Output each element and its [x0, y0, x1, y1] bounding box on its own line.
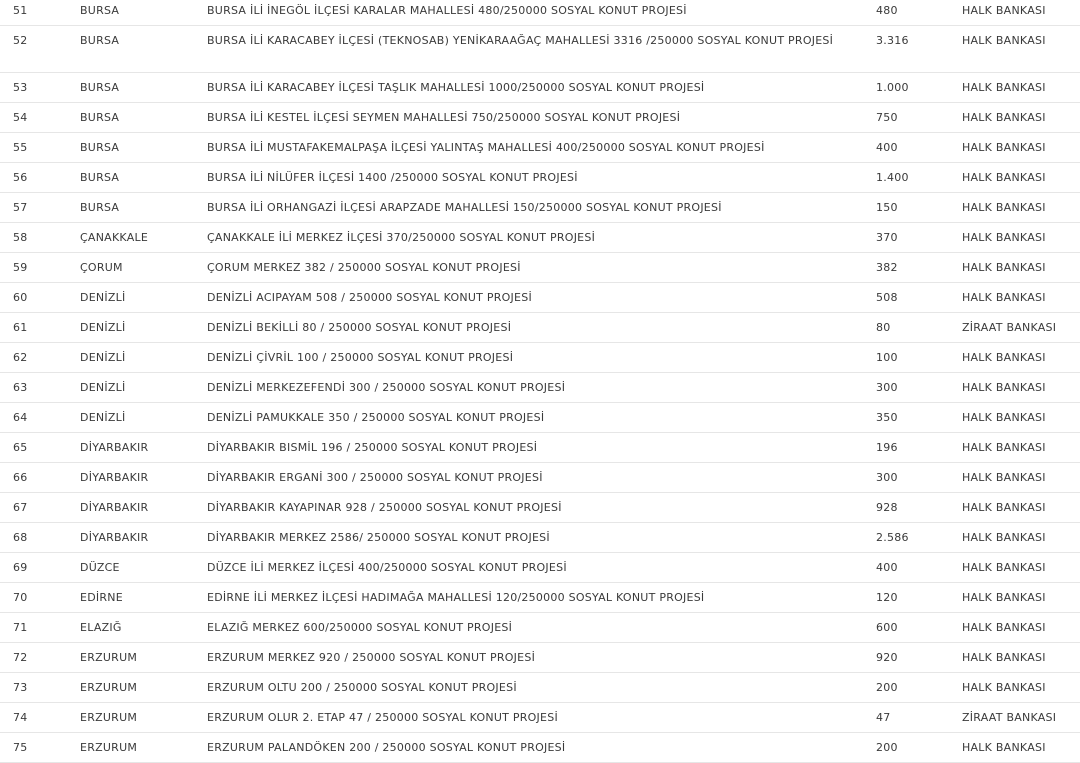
project-cell: BURSA İLİ KARACABEY İLÇESİ (TEKNOSAB) YENİKARAAĞAÇ MAHALLESİ 3316 /250000 SOSYAL KONUT PROJESİ	[207, 34, 834, 47]
project-cell: DENİZLİ BEKİLLİ 80 / 250000 SOSYAL KONUT PROJESİ	[207, 321, 512, 334]
row-number: 70	[13, 591, 28, 604]
row-number: 56	[13, 171, 28, 184]
project-cell: BURSA İLİ İNEGÖL İLÇESİ KARALAR MAHALLESİ 480/250000 SOSYAL KONUT PROJESİ	[207, 4, 687, 17]
table-row	[0, 26, 1080, 73]
table-row	[0, 703, 1080, 733]
city-cell: BURSA	[80, 171, 120, 184]
row-number: 62	[13, 351, 28, 364]
table-row	[0, 193, 1080, 223]
project-cell: ELAZIĞ MERKEZ 600/250000 SOSYAL KONUT PROJESİ	[207, 621, 513, 634]
row-number: 60	[13, 291, 28, 304]
quantity-cell: 47	[876, 711, 891, 724]
row-number: 68	[13, 531, 28, 544]
table-row	[0, 493, 1080, 523]
bank-cell: HALK BANKASI	[962, 681, 1046, 694]
table-row	[0, 733, 1080, 763]
project-cell: DENİZLİ MERKEZEFENDİ 300 / 250000 SOSYAL KONUT PROJESİ	[207, 381, 566, 394]
quantity-cell: 1.400	[876, 171, 909, 184]
bank-cell: HALK BANKASI	[962, 411, 1046, 424]
project-cell: ERZURUM OLUR 2. ETAP 47 / 250000 SOSYAL KONUT PROJESİ	[207, 711, 558, 724]
city-cell: ERZURUM	[80, 681, 138, 694]
row-number: 63	[13, 381, 28, 394]
quantity-cell: 300	[876, 381, 898, 394]
project-cell: BURSA İLİ NİLÜFER İLÇESİ 1400 /250000 SOSYAL KONUT PROJESİ	[207, 171, 578, 184]
quantity-cell: 100	[876, 351, 898, 364]
city-cell: ELAZIĞ	[80, 621, 122, 634]
project-cell: DİYARBAKIR KAYAPINAR 928 / 250000 SOSYAL KONUT PROJESİ	[207, 501, 562, 514]
quantity-cell: 300	[876, 471, 898, 484]
project-cell: BURSA İLİ ORHANGAZİ İLÇESİ ARAPZADE MAHALLESİ 150/250000 SOSYAL KONUT PROJESİ	[207, 201, 722, 214]
quantity-cell: 400	[876, 141, 898, 154]
row-number: 57	[13, 201, 28, 214]
row-number: 61	[13, 321, 28, 334]
city-cell: ERZURUM	[80, 711, 138, 724]
table-row	[0, 133, 1080, 163]
project-cell: EDİRNE İLİ MERKEZ İLÇESİ HADIMAĞA MAHALLESİ 120/250000 SOSYAL KONUT PROJESİ	[207, 591, 705, 604]
quantity-cell: 508	[876, 291, 898, 304]
city-cell: ERZURUM	[80, 651, 138, 664]
project-cell: ERZURUM MERKEZ 920 / 250000 SOSYAL KONUT PROJESİ	[207, 651, 536, 664]
bank-cell: HALK BANKASI	[962, 111, 1046, 124]
project-cell: DİYARBAKIR MERKEZ 2586/ 250000 SOSYAL KONUT PROJESİ	[207, 531, 550, 544]
quantity-cell: 1.000	[876, 81, 909, 94]
row-number: 58	[13, 231, 28, 244]
table-row	[0, 673, 1080, 703]
table-row	[0, 613, 1080, 643]
city-cell: DİYARBAKIR	[80, 501, 149, 514]
row-number: 69	[13, 561, 28, 574]
row-number: 51	[13, 4, 28, 17]
city-cell: DENİZLİ	[80, 351, 126, 364]
city-cell: DENİZLİ	[80, 381, 126, 394]
bank-cell: HALK BANKASI	[962, 291, 1046, 304]
city-cell: ÇANAKKALE	[80, 231, 149, 244]
city-cell: BURSA	[80, 4, 120, 17]
project-cell: ÇORUM MERKEZ 382 / 250000 SOSYAL KONUT PROJESİ	[207, 261, 521, 274]
project-cell: DİYARBAKIR BISMİL 196 / 250000 SOSYAL KONUT PROJESİ	[207, 441, 538, 454]
quantity-cell: 120	[876, 591, 898, 604]
bank-cell: HALK BANKASI	[962, 171, 1046, 184]
table-row	[0, 283, 1080, 313]
table-row	[0, 313, 1080, 343]
quantity-cell: 480	[876, 4, 898, 17]
quantity-cell: 928	[876, 501, 898, 514]
city-cell: EDİRNE	[80, 591, 123, 604]
bank-cell: HALK BANKASI	[962, 741, 1046, 754]
bank-cell: HALK BANKASI	[962, 34, 1046, 47]
bank-cell: HALK BANKASI	[962, 651, 1046, 664]
row-number: 52	[13, 34, 28, 47]
project-cell: BURSA İLİ KESTEL İLÇESİ SEYMEN MAHALLESİ 750/250000 SOSYAL KONUT PROJESİ	[207, 111, 681, 124]
quantity-cell: 920	[876, 651, 898, 664]
table-row	[0, 103, 1080, 133]
city-cell: BURSA	[80, 201, 120, 214]
project-cell: DÜZCE İLİ MERKEZ İLÇESİ 400/250000 SOSYAL KONUT PROJESİ	[207, 561, 567, 574]
row-number: 64	[13, 411, 28, 424]
bank-cell: HALK BANKASI	[962, 471, 1046, 484]
row-number: 74	[13, 711, 28, 724]
city-cell: DENİZLİ	[80, 411, 126, 424]
bank-cell: HALK BANKASI	[962, 561, 1046, 574]
project-cell: DENİZLİ ÇİVRİL 100 / 250000 SOSYAL KONUT PROJESİ	[207, 351, 514, 364]
project-cell: ERZURUM OLTU 200 / 250000 SOSYAL KONUT PROJESİ	[207, 681, 517, 694]
table-row	[0, 163, 1080, 193]
quantity-cell: 370	[876, 231, 898, 244]
row-number: 72	[13, 651, 28, 664]
table-row	[0, 373, 1080, 403]
city-cell: BURSA	[80, 111, 120, 124]
bank-cell: HALK BANKASI	[962, 231, 1046, 244]
bank-cell: HALK BANKASI	[962, 441, 1046, 454]
quantity-cell: 3.316	[876, 34, 909, 47]
row-number: 59	[13, 261, 28, 274]
bank-cell: HALK BANKASI	[962, 591, 1046, 604]
project-cell: BURSA İLİ KARACABEY İLÇESİ TAŞLIK MAHALLESİ 1000/250000 SOSYAL KONUT PROJESİ	[207, 81, 705, 94]
city-cell: DENİZLİ	[80, 321, 126, 334]
row-number: 75	[13, 741, 28, 754]
project-cell: DENİZLİ ACIPAYAM 508 / 250000 SOSYAL KONUT PROJESİ	[207, 291, 532, 304]
row-number: 71	[13, 621, 28, 634]
row-number: 73	[13, 681, 28, 694]
row-number: 53	[13, 81, 28, 94]
city-cell: ERZURUM	[80, 741, 138, 754]
row-number: 55	[13, 141, 28, 154]
quantity-cell: 350	[876, 411, 898, 424]
quantity-cell: 196	[876, 441, 898, 454]
quantity-cell: 200	[876, 681, 898, 694]
city-cell: BURSA	[80, 34, 120, 47]
bank-cell: HALK BANKASI	[962, 501, 1046, 514]
city-cell: DİYARBAKIR	[80, 441, 149, 454]
city-cell: ÇORUM	[80, 261, 123, 274]
row-number: 65	[13, 441, 28, 454]
bank-cell: ZİRAAT BANKASI	[962, 321, 1057, 334]
table-row	[0, 253, 1080, 283]
city-cell: DİYARBAKIR	[80, 471, 149, 484]
table-row	[0, 553, 1080, 583]
bank-cell: HALK BANKASI	[962, 621, 1046, 634]
bank-cell: HALK BANKASI	[962, 531, 1046, 544]
table-row	[0, 643, 1080, 673]
quantity-cell: 150	[876, 201, 898, 214]
row-number: 54	[13, 111, 28, 124]
bank-cell: HALK BANKASI	[962, 381, 1046, 394]
table-row	[0, 403, 1080, 433]
quantity-cell: 750	[876, 111, 898, 124]
city-cell: DİYARBAKIR	[80, 531, 149, 544]
city-cell: DÜZCE	[80, 561, 120, 574]
city-cell: BURSA	[80, 81, 120, 94]
city-cell: BURSA	[80, 141, 120, 154]
quantity-cell: 400	[876, 561, 898, 574]
quantity-cell: 382	[876, 261, 898, 274]
bank-cell: HALK BANKASI	[962, 201, 1046, 214]
quantity-cell: 80	[876, 321, 891, 334]
row-number: 66	[13, 471, 28, 484]
row-number: 67	[13, 501, 28, 514]
table-row	[0, 523, 1080, 553]
table-row	[0, 343, 1080, 373]
table-row	[0, 73, 1080, 103]
bank-cell: HALK BANKASI	[962, 261, 1046, 274]
bank-cell: HALK BANKASI	[962, 81, 1046, 94]
project-cell: DENİZLİ PAMUKKALE 350 / 250000 SOSYAL KONUT PROJESİ	[207, 411, 545, 424]
project-cell: ERZURUM PALANDÖKEN 200 / 250000 SOSYAL KONUT PROJESİ	[207, 741, 566, 754]
quantity-cell: 2.586	[876, 531, 909, 544]
bank-cell: HALK BANKASI	[962, 4, 1046, 17]
table-row	[0, 223, 1080, 253]
bank-cell: HALK BANKASI	[962, 351, 1046, 364]
table-row	[0, 433, 1080, 463]
quantity-cell: 600	[876, 621, 898, 634]
table-row	[0, 583, 1080, 613]
bank-cell: ZİRAAT BANKASI	[962, 711, 1057, 724]
project-cell: BURSA İLİ MUSTAFAKEMALPAŞA İLÇESİ YALINTAŞ MAHALLESİ 400/250000 SOSYAL KONUT PROJESİ	[207, 141, 765, 154]
table-row	[0, 463, 1080, 493]
project-cell: DİYARBAKIR ERGANİ 300 / 250000 SOSYAL KONUT PROJESİ	[207, 471, 543, 484]
quantity-cell: 200	[876, 741, 898, 754]
table-row	[0, 0, 1080, 26]
city-cell: DENİZLİ	[80, 291, 126, 304]
project-cell: ÇANAKKALE İLİ MERKEZ İLÇESİ 370/250000 SOSYAL KONUT PROJESİ	[207, 231, 596, 244]
bank-cell: HALK BANKASI	[962, 141, 1046, 154]
